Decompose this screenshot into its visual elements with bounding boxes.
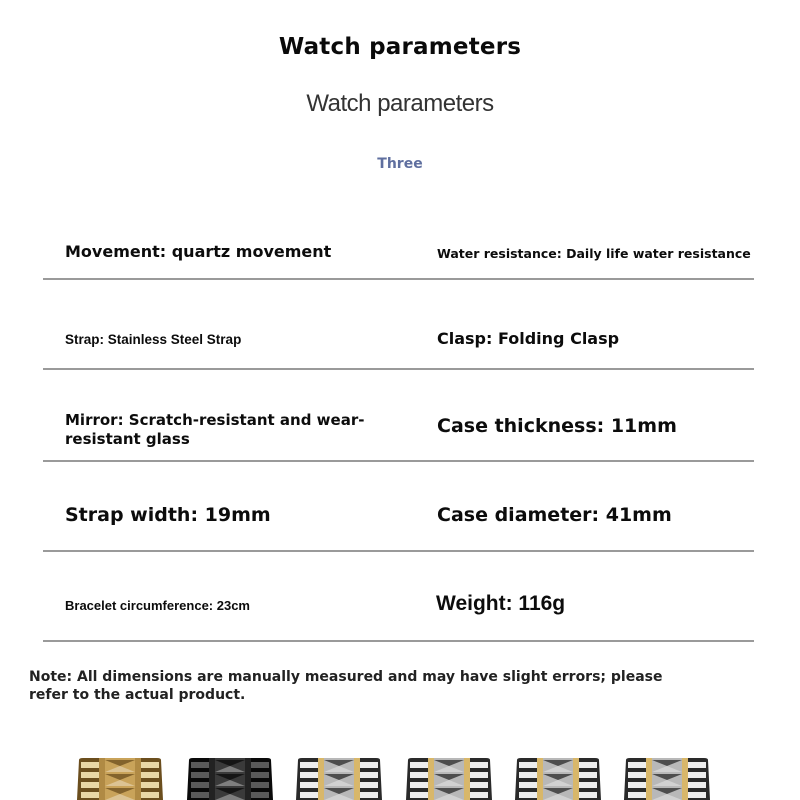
strap-side-link bbox=[628, 772, 646, 778]
strap-side-link bbox=[688, 792, 706, 798]
strap-side-link bbox=[300, 772, 318, 778]
strap-side-link bbox=[410, 772, 428, 778]
row-divider bbox=[43, 368, 754, 370]
param-clasp: Clasp: Folding Clasp bbox=[437, 329, 620, 348]
strap-connector bbox=[245, 758, 251, 800]
strap-variant-gold bbox=[75, 756, 165, 800]
strap-side-link bbox=[191, 762, 209, 768]
page-title: Watch parameters bbox=[278, 34, 522, 60]
row-divider bbox=[43, 278, 754, 280]
strap-side-link bbox=[470, 792, 488, 798]
strap-side-link bbox=[191, 782, 209, 788]
strap-connector bbox=[573, 758, 579, 800]
strap-connector bbox=[646, 758, 652, 800]
strap-side-link bbox=[141, 772, 159, 778]
strap-side-link bbox=[360, 782, 378, 788]
strap-side-link bbox=[519, 782, 537, 788]
strap-connector bbox=[318, 758, 324, 800]
row-divider bbox=[43, 550, 754, 552]
strap-variant-silver-gold bbox=[513, 756, 603, 800]
strap-side-link bbox=[251, 762, 269, 768]
param-case-diameter: Case diameter: 41mm bbox=[437, 504, 672, 526]
param-case-thickness: Case thickness: 11mm bbox=[437, 415, 677, 437]
strap-side-link bbox=[81, 782, 99, 788]
strap-side-link bbox=[579, 762, 597, 768]
row-divider bbox=[43, 640, 754, 642]
param-bracelet-circumference: Bracelet circumference: 23cm bbox=[65, 598, 250, 613]
strap-side-link bbox=[191, 792, 209, 798]
strap-connector bbox=[99, 758, 105, 800]
measurement-note: Note: All dimensions are manually measured and may have slight errors; please refer to the actual product. bbox=[29, 669, 663, 703]
strap-side-link bbox=[360, 772, 378, 778]
strap-side-link bbox=[141, 762, 159, 768]
strap-variants bbox=[0, 756, 800, 800]
strap-side-link bbox=[628, 792, 646, 798]
strap-side-link bbox=[470, 772, 488, 778]
strap-side-link bbox=[470, 762, 488, 768]
strap-side-link bbox=[628, 782, 646, 788]
strap-side-link bbox=[519, 792, 537, 798]
strap-side-link bbox=[688, 772, 706, 778]
strap-side-link bbox=[410, 762, 428, 768]
param-movement: Movement: quartz movement bbox=[65, 242, 332, 261]
strap-side-link bbox=[251, 782, 269, 788]
strap-side-link bbox=[579, 772, 597, 778]
strap-side-link bbox=[519, 772, 537, 778]
strap-side-link bbox=[470, 782, 488, 788]
strap-side-link bbox=[81, 792, 99, 798]
strap-connector bbox=[464, 758, 470, 800]
strap-connector bbox=[209, 758, 215, 800]
strap-side-link bbox=[688, 782, 706, 788]
strap-side-link bbox=[81, 762, 99, 768]
strap-side-link bbox=[410, 782, 428, 788]
strap-side-link bbox=[579, 792, 597, 798]
strap-side-link bbox=[191, 772, 209, 778]
strap-variant-silver-gold bbox=[294, 756, 384, 800]
strap-side-link bbox=[141, 782, 159, 788]
param-strap: Strap: Stainless Steel Strap bbox=[65, 332, 242, 347]
strap-connector bbox=[354, 758, 360, 800]
strap-connector bbox=[428, 758, 434, 800]
strap-side-link bbox=[251, 792, 269, 798]
strap-variant-silver-gold bbox=[622, 756, 712, 800]
strap-side-link bbox=[360, 762, 378, 768]
strap-side-link bbox=[300, 762, 318, 768]
param-mirror: Mirror: Scratch-resistant and wear-resistant glass bbox=[65, 411, 365, 448]
strap-variant-black bbox=[185, 756, 275, 800]
strap-side-link bbox=[360, 792, 378, 798]
strap-side-link bbox=[300, 792, 318, 798]
section-number: Three bbox=[377, 156, 423, 172]
row-divider bbox=[43, 460, 754, 462]
param-strap-width: Strap width: 19mm bbox=[65, 504, 271, 526]
strap-variant-silver-gold bbox=[404, 756, 494, 800]
strap-side-link bbox=[410, 792, 428, 798]
strap-side-link bbox=[81, 772, 99, 778]
page-subtitle: Watch parameters bbox=[306, 90, 494, 117]
strap-side-link bbox=[579, 782, 597, 788]
param-weight: Weight: 116g bbox=[436, 592, 566, 615]
param-water-resistance: Water resistance: Daily life water resistance bbox=[437, 246, 751, 261]
strap-side-link bbox=[251, 772, 269, 778]
strap-connector bbox=[537, 758, 543, 800]
strap-side-link bbox=[141, 792, 159, 798]
strap-side-link bbox=[628, 762, 646, 768]
strap-side-link bbox=[300, 782, 318, 788]
strap-side-link bbox=[519, 762, 537, 768]
strap-connector bbox=[135, 758, 141, 800]
strap-connector bbox=[682, 758, 688, 800]
strap-side-link bbox=[688, 762, 706, 768]
